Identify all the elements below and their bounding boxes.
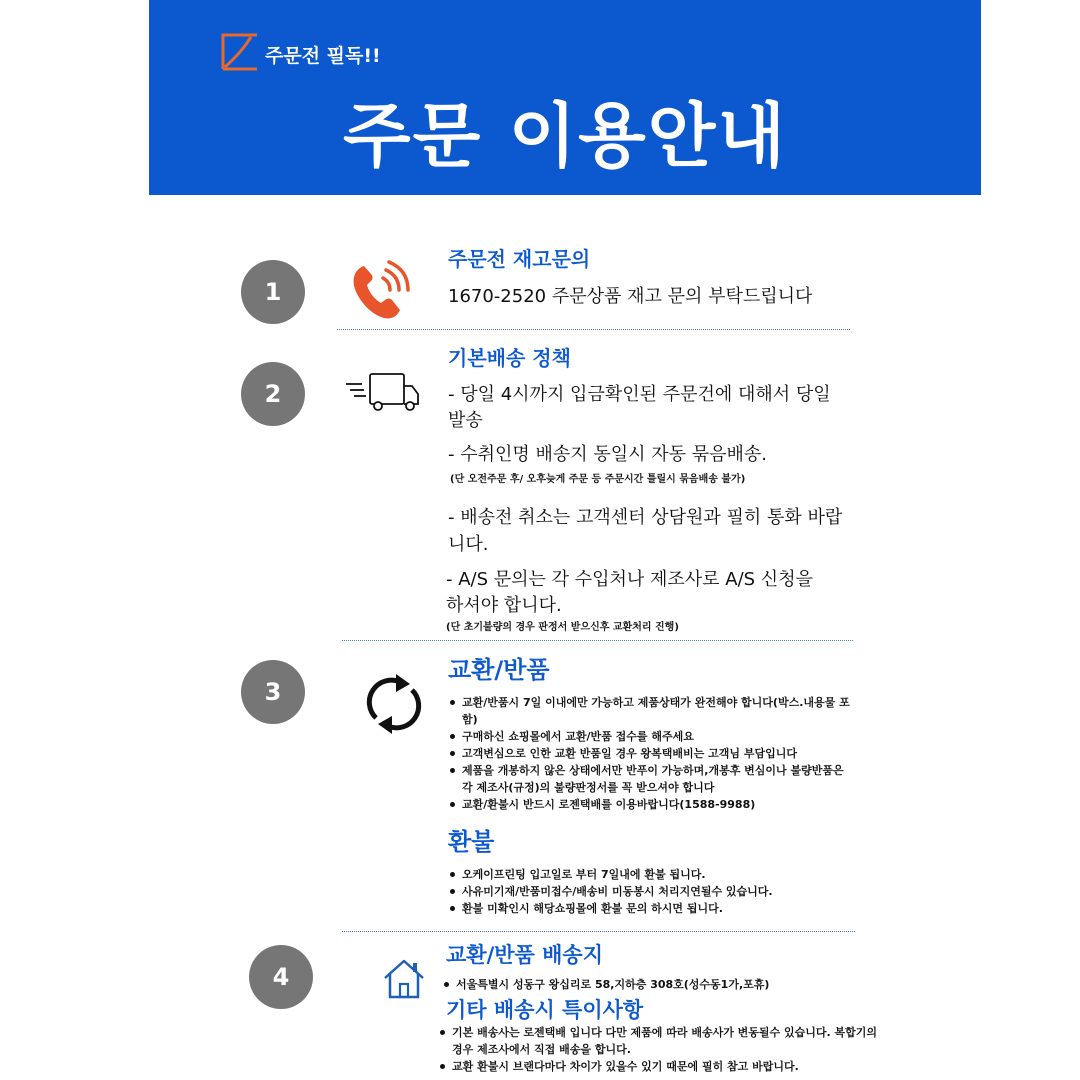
section-1-heading: 주문전 재고문의	[448, 247, 591, 271]
list-item: 구매하신 쇼핑몰에서 교환/반품 접수를 해주세요	[448, 728, 858, 745]
section-2-note2: (단 오전주문 후/ 오후늦게 주문 등 주문시간 틀릴시 묶음배송 불가)	[450, 474, 746, 485]
list-item: 오케이프린팅 입고일로 부터 7일내에 환불 됩니다.	[448, 866, 868, 883]
phone-icon	[350, 258, 412, 322]
divider	[342, 931, 855, 932]
list-item: 교환/반품시 7일 이내에만 가능하고 제품상태가 완전해야 합니다(박스.내용물 포함)	[448, 694, 858, 728]
exchange-bullet-list	[448, 694, 858, 813]
list-item: 교환 환불시 브랜다마다 차이가 있을수 있기 때문에 필히 참고 바랍니다.	[438, 1058, 878, 1075]
section-2-line4a: - A/S 문의는 각 수입처나 제조사로 A/S 신청을	[446, 569, 813, 590]
section-2-line3b: 니다.	[448, 534, 489, 555]
page-title: 주문 이용안내	[342, 95, 788, 177]
section-3-heading: 교환/반품	[448, 656, 550, 684]
section-2-line3a: - 배송전 취소는 고객센터 상담원과 필히 통화 바랍	[448, 507, 843, 528]
corner-bracket-logo	[221, 33, 259, 71]
banner-tagline: 주문전 필독!!	[265, 45, 381, 67]
divider	[342, 640, 853, 641]
refund-heading: 환불	[448, 828, 495, 856]
list-item: 사유미기재/반품미접수/배송비 미동봉시 처리지연될수 있습니다.	[448, 883, 868, 900]
list-item: 고객변심으로 인한 교환 반품일 경우 왕복택배비는 고객님 부담입니다	[448, 745, 858, 762]
extra-bullet-list	[438, 1024, 878, 1075]
house-icon	[382, 958, 426, 1000]
list-item: 서울특별시 성동구 왕십리로 58,지하층 308호(성수동1가,포휴)	[442, 976, 872, 993]
extra-heading: 기타 배송시 특이사항	[446, 998, 644, 1022]
step-number-4: 4	[249, 945, 313, 1009]
divider	[337, 329, 850, 330]
section-4-heading: 교환/반품 배송지	[446, 943, 603, 967]
list-item: 교환/환불시 반드시 로젠택배를 이용바랍니다(1588-9988)	[448, 796, 858, 813]
address-bullet-list	[442, 976, 872, 993]
header-banner	[149, 0, 981, 195]
step-number-3: 3	[241, 660, 305, 724]
step-number-2: 2	[241, 362, 305, 426]
section-2-note4: (단 초기불량의 경우 판정서 받으신후 교환처리 진행)	[446, 622, 679, 633]
delivery-truck-icon	[344, 372, 420, 412]
section-2-line2: - 수취인명 배송지 동일시 자동 묶음배송.	[448, 444, 768, 465]
section-2-line4b: 하셔야 합니다.	[446, 595, 562, 616]
section-2-line1a: - 당일 4시까지 입금확인된 주문건에 대해서 당일	[448, 384, 831, 405]
refresh-cycle-icon	[364, 672, 424, 736]
section-2-line1b: 발송	[448, 410, 483, 431]
list-item: 제품을 개봉하지 않은 상태에서만 반푸이 가능하며,개봉후 변심이나 불량반품은 각 제조사(규정)의 불량판정서를 꼭 받으셔야 합니다	[448, 762, 858, 796]
step-number-1: 1	[241, 260, 305, 324]
section-1-text: 1670-2520 주문상품 재고 문의 부탁드립니다	[448, 286, 813, 307]
section-2-heading: 기본배송 정책	[448, 346, 571, 370]
list-item: 환불 미확인시 해당쇼핑몰에 환불 문의 하시면 됩니다.	[448, 900, 868, 917]
list-item: 기본 배송사는 로젠택배 입니다 다만 제품에 따라 배송사가 변동될수 있습니다. 복합기의 경우 제조사에서 직접 배송을 합니다.	[438, 1024, 878, 1058]
refund-bullet-list	[448, 866, 868, 917]
